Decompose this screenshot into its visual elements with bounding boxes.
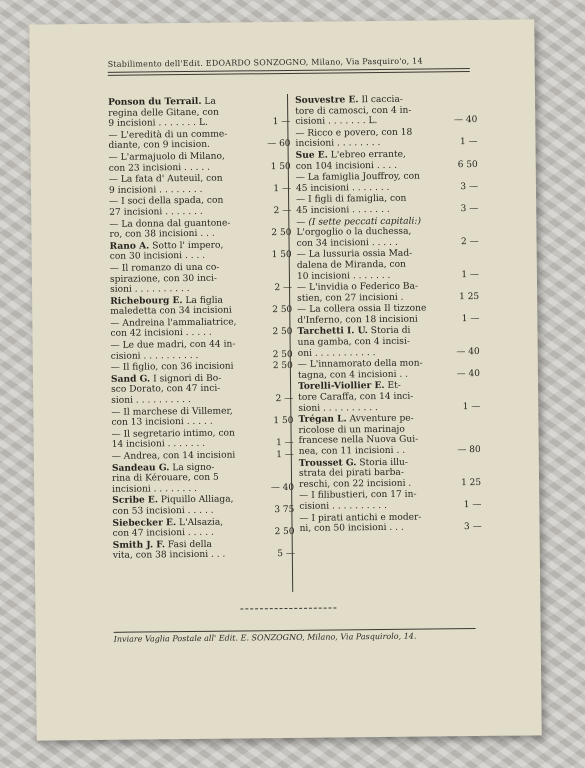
title-text: — I figli di famiglia, con (296, 194, 407, 206)
title-text: rina di Kérouare, con 5 (111, 472, 219, 485)
catalog-entry (110, 317, 293, 340)
title-text: cisioni . . . . . . . . . . (299, 500, 388, 512)
entry-line (297, 291, 480, 304)
catalog-entry (111, 406, 294, 429)
title-text: 45 incisioni . . . . . . . (295, 182, 390, 194)
title-text: — Il romanzo di una co- (109, 262, 220, 274)
entry-line (108, 117, 291, 130)
title-text: cisioni . . . . . . . L. (295, 116, 378, 128)
entry-line (111, 449, 294, 462)
catalog-entry (108, 173, 292, 196)
entry-line (112, 527, 295, 539)
title-text: ricolose di un marinajo (298, 424, 405, 436)
title-text: Sotto l' impero, (149, 240, 224, 252)
entry-line (109, 283, 293, 295)
title-text: reschi, con 22 incisioni . (299, 478, 412, 490)
author-name: Ponson du Terrail. (108, 95, 202, 108)
publisher-header: Stabilimento dell'Edit. EDOARDO SONZOGNO, Milano, Via Pasquiro'o, 14 (107, 56, 423, 69)
title-text: con 30 incisioni . . . . (109, 251, 206, 263)
entry-line (299, 499, 482, 512)
catalog-entry (109, 240, 292, 263)
price: — 60 (267, 139, 291, 150)
catalog-entry (299, 489, 482, 512)
catalog-entry (295, 127, 478, 150)
catalog-page (29, 19, 541, 740)
catalog-entry (295, 149, 478, 172)
title-text: L'orgoglio o la duchessa, (296, 226, 412, 239)
title-text: francese nella Nuova Gui- (298, 435, 419, 447)
catalog-entry (109, 195, 292, 218)
title-text: Il caccia- (358, 94, 403, 106)
price: 2 50 (272, 349, 293, 360)
title-text: — I soci della spada, con (109, 195, 224, 208)
catalog-entry (110, 294, 293, 318)
title-text: — L'innamorato della mon- (297, 358, 423, 371)
title-text: sioni . . . . . . . . . . (298, 402, 378, 414)
title-text: 27 incisioni . . . . . . . (109, 206, 203, 218)
title-text: La (201, 96, 216, 107)
price: 1 — (459, 137, 478, 148)
catalog-entry (296, 248, 479, 282)
entry-line (297, 368, 480, 381)
title-text: — Andreina l'ammaliatrice, (110, 317, 237, 329)
entry-line (295, 181, 479, 194)
title-text: tore di camosci, con 4 in- (295, 105, 412, 117)
price: 3 — (460, 181, 479, 192)
title-text: Storia illu- (356, 457, 408, 468)
title-text: — La collera ossia Il tizzone (297, 303, 427, 316)
catalog-entry (295, 171, 479, 194)
author-name: Trégan L. (298, 413, 347, 426)
entry-line (299, 522, 482, 535)
price: 1 50 (271, 250, 292, 261)
title-text: d'Inferno, con 18 incisioni (297, 314, 418, 326)
entry-line (112, 482, 295, 495)
entry-line (296, 236, 479, 249)
title-text: stien, con 27 incisioni . (297, 292, 404, 304)
author-name: Rano A. (109, 240, 150, 252)
title-text: — (I sette peccati capitali:) (296, 216, 422, 228)
title-text: strata dei pirati barba- (298, 467, 404, 480)
title-text: con 104 incisioni . . . . (295, 160, 398, 172)
title-text: 9 incisioni . . . . . . . L. (108, 117, 208, 130)
title-text: oni . . . . . . . . . . . (297, 347, 376, 359)
price: 2 50 (272, 361, 293, 372)
catalog-entry (297, 303, 480, 326)
title-text: con 53 incisioni . . . . . (112, 505, 214, 517)
title-text: 45 incisioni . . . . . . . (296, 204, 390, 216)
entry-line (111, 393, 294, 406)
title-text: — Ricco e povero, con 18 (295, 127, 413, 139)
price: 1 — (273, 183, 292, 194)
entry-line (299, 477, 482, 490)
title-text: cisioni . . . . . . . . . . (110, 350, 199, 362)
title-text: diante, con 9 incision. (108, 140, 210, 152)
catalog-entry (298, 413, 481, 457)
entry-line (298, 444, 481, 457)
entry-line (108, 183, 292, 196)
price: 1 — (276, 438, 294, 449)
catalog-entry (112, 494, 295, 517)
title-text: 10 incisioni . . . . . . . (296, 270, 391, 282)
price: — 40 (456, 368, 480, 380)
title-text: — La famiglia Jouffroy, con (295, 171, 420, 184)
title-text: con 23 incisioni . . . . . (108, 162, 211, 174)
entry-line (109, 205, 292, 218)
title-text: — Il marchese di Villemer, (111, 406, 233, 418)
price: 2 50 (272, 305, 293, 316)
author-name: Trousset G. (298, 456, 357, 469)
title-text: — L'armajuolo di Milano, (108, 151, 225, 163)
title-text: Fasi della (164, 539, 212, 551)
price: 1 50 (273, 416, 294, 427)
catalog-entry (298, 456, 482, 491)
entry-line (295, 159, 478, 172)
catalog-entry (108, 129, 291, 152)
title-text: 9 incisioni . . . . . . . . (108, 184, 203, 196)
title-text: Et- (384, 381, 401, 392)
catalog-entry (108, 95, 291, 130)
entry-line (112, 504, 295, 517)
author-name: Sandeau G. (111, 461, 170, 474)
catalog-entry (111, 449, 294, 462)
price: 6 50 (457, 159, 478, 170)
price: — 40 (270, 482, 295, 493)
title-text: — La donna dal guantone- (109, 218, 231, 230)
entry-line (296, 269, 479, 282)
title-text: incisioni . . . . . . . . (112, 483, 198, 495)
author-name: Siebecker E. (112, 516, 177, 529)
author-name: Smith J. F. (112, 539, 166, 551)
title-text: nea, con 11 incisioni . . (298, 445, 406, 457)
title-text: dalena de Miranda, con (296, 259, 406, 271)
publisher-footer: Inviare Vaglia Postale all' Edit. E. SONZOGNO, Milano, Via Pasquirolo, 14. (113, 631, 417, 644)
entry-line (297, 346, 480, 359)
entry-line (110, 361, 293, 374)
entry-line (110, 305, 293, 318)
entry-line (298, 401, 481, 414)
title-text: con 13 incisioni . . . . . (111, 416, 213, 429)
price: 3 — (460, 203, 479, 215)
catalog-entry (109, 218, 292, 241)
title-text: Piquillo Alliaga, (157, 494, 234, 506)
catalog-entry (299, 512, 482, 535)
title-text: con 34 incisioni . . . . . (296, 237, 398, 249)
title-text: sioni . . . . . . . . . . (111, 395, 191, 406)
price: 1 — (461, 269, 479, 280)
title-text: Avventure pe- (346, 413, 414, 425)
entry-line (108, 161, 291, 174)
price: 2 — (275, 393, 294, 405)
price: 1 25 (460, 477, 482, 488)
author-name: Tarchetti I. U. (297, 325, 368, 338)
price: 1 — (276, 449, 294, 461)
author-name: Sue E. (295, 149, 328, 161)
entry-line (296, 203, 479, 216)
catalog-entry (111, 461, 295, 496)
catalog-entry (296, 216, 479, 250)
left-column (108, 95, 295, 562)
title-text: spirazione, con 30 inci- (109, 273, 217, 285)
price: 1 50 (270, 161, 291, 172)
entry-line (111, 438, 294, 451)
price: 1 — (462, 401, 481, 412)
catalog-entry (296, 193, 479, 216)
catalog-entry (112, 516, 295, 540)
title-text: La figlia (182, 295, 223, 306)
price: 1 — (463, 499, 482, 511)
price: 5 — (277, 549, 295, 560)
catalog-entry (112, 539, 295, 562)
price: 2 — (273, 205, 292, 217)
price: 2 — (274, 283, 293, 294)
title-text: maledetta con 34 incisioni (110, 305, 232, 318)
title-text: ni, con 50 incisioni . . . (299, 522, 404, 535)
end-ornament-rule (240, 607, 336, 609)
price: 2 50 (271, 228, 292, 239)
title-text: — Le due madri, con 44 in- (110, 339, 236, 351)
catalog-entry (296, 281, 480, 304)
price: — 80 (457, 444, 481, 456)
price: 1 — (272, 117, 291, 128)
title-text: — Il segretario intimo, con (111, 428, 235, 440)
price: 2 — (460, 236, 479, 247)
catalog-entry (108, 151, 291, 174)
catalog-entry (110, 361, 293, 374)
title-text: — L'eredità di un comme- (108, 129, 228, 141)
price: 3 75 (274, 504, 295, 516)
author-name: Sand G. (110, 373, 151, 385)
title-text: — I filibustieri, con 17 in- (299, 490, 417, 502)
entry-line (108, 139, 291, 152)
title-text: La signo- (169, 462, 215, 473)
title-text: sioni . . . . . . . . . . (109, 284, 190, 295)
author-name: Richebourg E. (110, 294, 183, 307)
entry-line (112, 549, 295, 562)
title-text: vita, con 38 incisioni . . . (112, 549, 226, 562)
title-text: — I pirati antichi e moder- (299, 512, 422, 524)
title-text: L'Alsazia, (176, 517, 224, 528)
title-text: sco Dorato, con 47 inci- (111, 384, 221, 396)
catalog-entry (111, 428, 294, 451)
price: 2 50 (274, 527, 295, 538)
entry-line (110, 327, 293, 340)
title-text: — Il figlio, con 36 incisioni (110, 361, 234, 374)
title-text: regina delle Gitane, con (108, 107, 219, 119)
right-column (295, 94, 482, 535)
title-text: 14 incisioni . . . . . . . (111, 439, 206, 451)
catalog-entry (295, 94, 478, 128)
title-text: — La lussuria ossia Mad- (296, 248, 413, 261)
entry-line (295, 137, 478, 150)
entry-line (111, 416, 294, 429)
author-name: Souvestre E. (295, 94, 359, 106)
title-text: tore Caraffa, con 14 inci- (298, 391, 414, 403)
price: 1 25 (459, 291, 480, 302)
catalog-entry (109, 262, 293, 296)
price: — 40 (456, 346, 480, 357)
author-name: Scribe E. (112, 494, 159, 507)
price: 2 50 (272, 327, 293, 338)
catalog-entry (297, 358, 480, 381)
title-text: con 42 incisioni . . . . . (110, 328, 212, 340)
title-text: — Andrea, con 14 incisioni (111, 450, 236, 462)
title-text: tagna, con 4 incisioni . . (297, 369, 409, 381)
title-text: — L'invidia o Federico Ba- (296, 281, 419, 293)
price: — 40 (453, 115, 478, 126)
catalog-entry (297, 325, 480, 359)
catalog-entry (110, 373, 294, 407)
entry-line (110, 349, 293, 362)
title-text: Storia di (367, 326, 411, 337)
catalog-entry (110, 339, 293, 362)
catalog-entry (298, 380, 481, 414)
title-text: I signori di Bo- (150, 373, 222, 385)
page-content (39, 19, 541, 740)
price: 1 — (461, 313, 480, 325)
entry-line (109, 250, 292, 263)
entry-line (297, 313, 480, 326)
title-text: con 47 incisioni . . . . . (112, 527, 214, 539)
title-text: una gamba, con 4 incisi- (297, 336, 410, 348)
title-text: ro, con 38 incisioni . . . (109, 228, 215, 240)
author-name: Torelli-Viollier E. (298, 380, 385, 393)
price: 3 — (463, 522, 482, 533)
entry-line (109, 228, 292, 240)
title-text: — La fata d' Auteuil, con (108, 173, 223, 185)
title-text: L'ebreo errante, (327, 149, 406, 161)
entry-line (295, 115, 478, 128)
title-text: incisioni . . . . . . . . (295, 138, 381, 150)
